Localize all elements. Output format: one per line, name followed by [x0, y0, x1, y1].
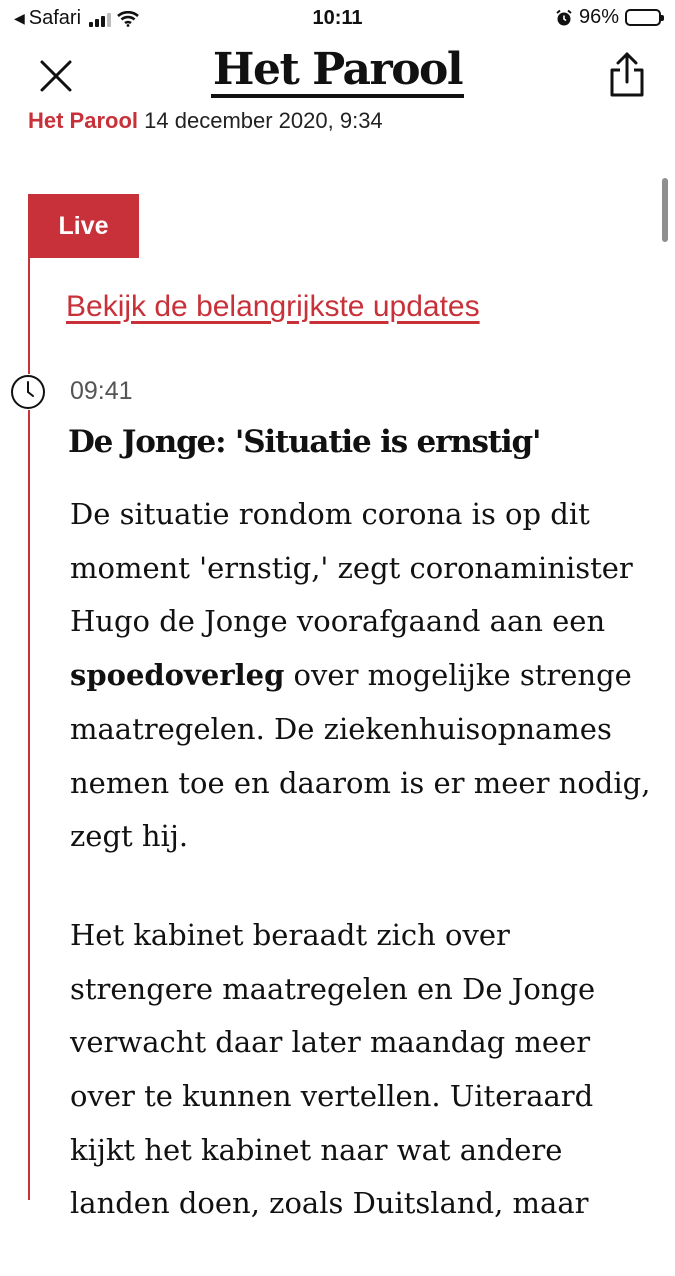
- paragraph-1-start: De situatie rondom corona is op dit moment 'ernstig,' zegt coronaminister Hugo de Jonge voorafgaand aan een: [70, 497, 633, 639]
- scrollbar[interactable]: [662, 178, 668, 242]
- live-badge: Live: [28, 194, 139, 258]
- post-time: 09:41: [70, 377, 133, 405]
- byline-source: Het Parool: [28, 108, 139, 133]
- byline: [28, 108, 383, 134]
- article-body: [70, 488, 660, 1276]
- alarm-icon: [555, 9, 573, 27]
- back-app-label: Safari: [28, 7, 82, 29]
- post-headline: De Jonge: 'Situatie is ernstig': [68, 424, 541, 460]
- bold-term: spoedoverleg: [70, 658, 285, 693]
- timeline-line: [28, 196, 30, 1200]
- logo-text: Het Parool: [211, 46, 464, 98]
- paragraph-1: [70, 488, 660, 864]
- back-to-app-icon: ◀: [14, 10, 25, 26]
- status-bar: [0, 0, 675, 38]
- battery-percentage: 96%: [578, 6, 619, 28]
- logo: [0, 46, 675, 98]
- paragraph-1-end: over mogelijke strenge maatregelen. De ziekenhuisopnames nemen toe en daarom is er meer nodig, zegt hij.: [70, 658, 651, 854]
- battery-icon: [625, 9, 661, 26]
- paragraph-2: Het kabinet beraadt zich over strengere maatregelen en De Jonge verwacht daar later maandag meer over te kunnen vertellen. Uiteraard kijkt het kabinet naar wat andere landen doen, zoals Duitsland, maar: [70, 917, 596, 1221]
- byline-date: 14 december 2020, 9:34: [144, 108, 383, 133]
- share-icon[interactable]: [607, 52, 647, 98]
- key-updates-link[interactable]: Bekijk de belangrijkste updates: [66, 290, 480, 323]
- app-header: [0, 40, 675, 110]
- status-time: 10:11: [312, 7, 363, 29]
- status-right: [555, 6, 661, 29]
- clock-icon: [10, 374, 46, 410]
